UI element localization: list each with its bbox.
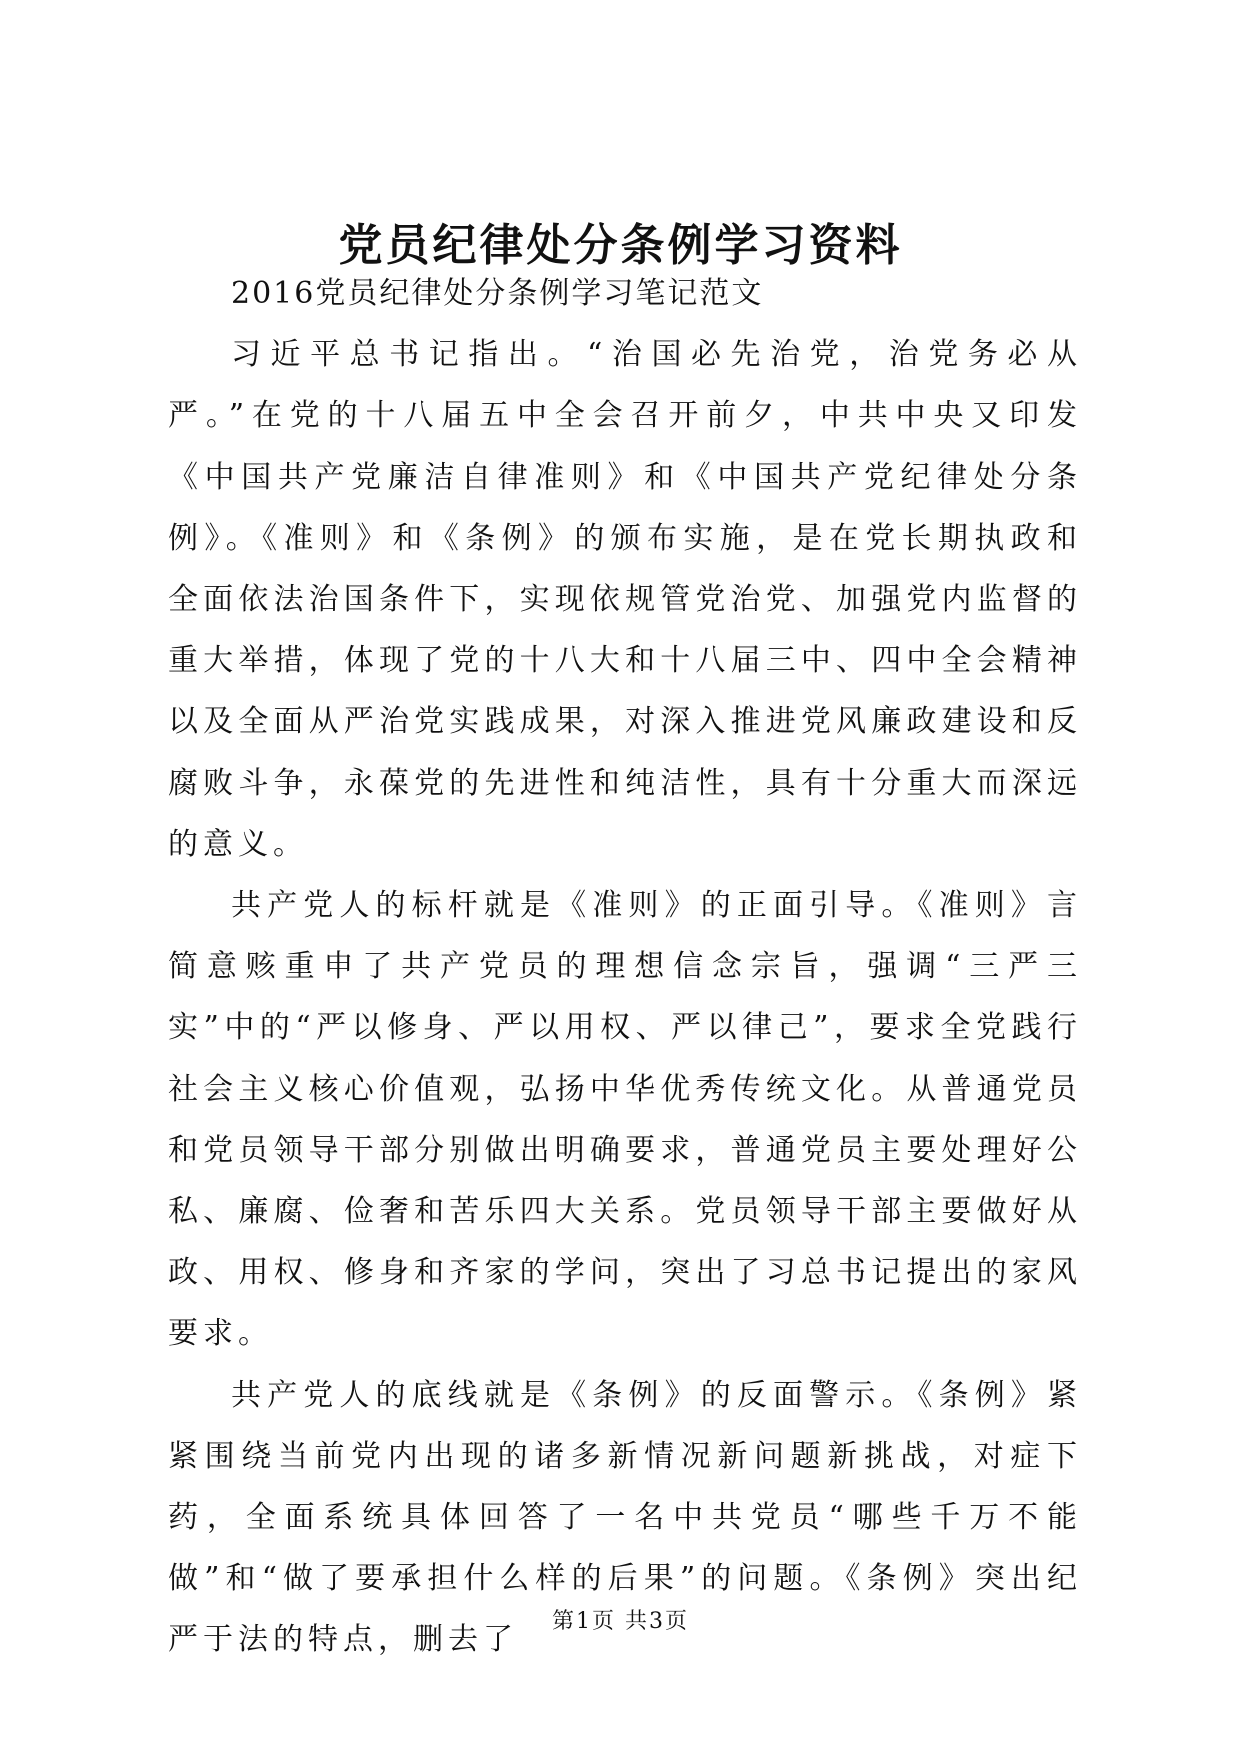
paragraph-1: 习近平总书记指出。“治国必先治党，治党务必从严。”在党的十八届五中全会召开前夕，中共中央又印发《中国共产党廉洁自律准则》和《中国共产党纪律处分条例》。《准则》和《条例》的颁布实施，是在党长期执政和全面依法治国条件下，实现依规管党治党、加强党内监督的重大举措，体现了党的十八大和十八届三中、四中全会精神以及全面从严治党实践成果，对深入推进党风廉政建设和反腐败斗争，永葆党的先进性和纯洁性，具有十分重大而深远的意义。	[168, 337, 1082, 862]
paragraph-3: 共产党人的底线就是《条例》的反面警示。《条例》紧紧围绕当前党内出现的诸多新情况新问题新挑战，对症下药，全面系统具体回答了一名中共党员“哪些千万不能做”和“做了要承担什么样的后果”的问题。《条例》突出纪严于法的特点，删去了	[168, 1377, 1082, 1658]
paragraph-2: 共产党人的标杆就是《准则》的正面引导。《准则》言简意赅重申了共产党员的理想信念宗旨，强调“三严三实”中的“严以修身、严以用权、严以律己”，要求全党践行社会主义核心价值观，弘扬中华优秀传统文化。从普通党员和党员领导干部分别做出明确要求，普通党员主要处理好公私、廉腐、俭奢和苦乐四大关系。党员领导干部主要做好从政、用权、修身和齐家的学问，突出了习总书记提出的家风要求。	[168, 888, 1082, 1352]
document-subtitle: 2016党员纪律处分条例学习笔记范文	[231, 276, 764, 311]
page-footer: 第1页 共3页	[552, 1609, 689, 1634]
document-body	[168, 263, 1082, 1671]
document-title: 党员纪律处分条例学习资料	[338, 220, 903, 271]
